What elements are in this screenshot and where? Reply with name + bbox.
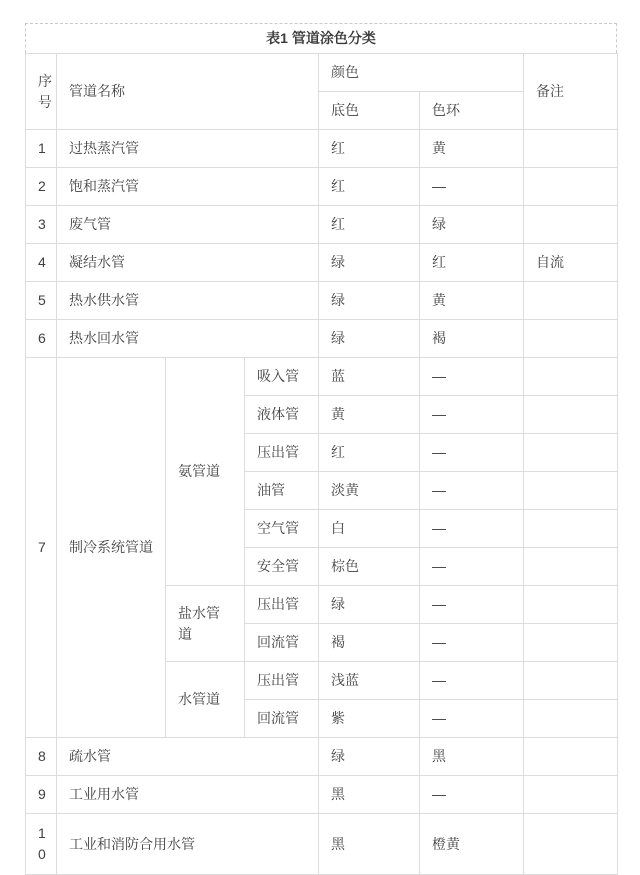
remark-cell <box>524 358 618 396</box>
ring-color-cell: — <box>420 586 524 624</box>
ring-color-cell: 橙黄 <box>420 814 524 875</box>
no-cell: 7 <box>26 358 57 738</box>
no-cell: 9 <box>26 776 57 814</box>
header-name: 管道名称 <box>57 54 319 130</box>
ring-color-cell: 黑 <box>420 738 524 776</box>
table-row <box>26 776 618 814</box>
remark-cell <box>524 776 618 814</box>
base-color-cell: 浅蓝 <box>319 662 420 700</box>
header-color-ring: 色环 <box>420 92 524 130</box>
table-row <box>26 738 618 776</box>
ring-color-cell: — <box>420 434 524 472</box>
table-title: 表1 管道涂色分类 <box>25 23 617 53</box>
ring-color-cell: — <box>420 624 524 662</box>
subpipe-cell: 压出管 <box>245 586 319 624</box>
remark-cell <box>524 586 618 624</box>
name-cell: 工业用水管 <box>57 776 319 814</box>
table-row <box>26 320 618 358</box>
base-color-cell: 褐 <box>319 624 420 662</box>
base-color-cell: 绿 <box>319 244 420 282</box>
table-row <box>26 282 618 320</box>
subpipe-cell: 液体管 <box>245 396 319 434</box>
remark-cell <box>524 282 618 320</box>
base-color-cell: 绿 <box>319 586 420 624</box>
remark-cell <box>524 738 618 776</box>
base-color-cell: 红 <box>319 434 420 472</box>
base-color-cell: 红 <box>319 206 420 244</box>
table-row <box>26 206 618 244</box>
name-cell: 工业和消防合用水管 <box>57 814 319 875</box>
name-cell: 过热蒸汽管 <box>57 130 319 168</box>
table-row-7-sub <box>26 358 618 396</box>
ring-color-cell: — <box>420 662 524 700</box>
base-color-cell: 红 <box>319 168 420 206</box>
base-color-cell: 绿 <box>319 738 420 776</box>
no-cell: 1 <box>26 130 57 168</box>
base-color-cell: 黄 <box>319 396 420 434</box>
group-cell: 水管道 <box>166 662 245 738</box>
name-cell: 凝结水管 <box>57 244 319 282</box>
header-no: 序号 <box>26 54 57 130</box>
subpipe-cell: 油管 <box>245 472 319 510</box>
ring-color-cell: — <box>420 510 524 548</box>
pipe-color-table <box>25 53 618 875</box>
subpipe-cell: 回流管 <box>245 624 319 662</box>
remark-cell <box>524 434 618 472</box>
base-color-cell: 绿 <box>319 320 420 358</box>
base-color-cell: 绿 <box>319 282 420 320</box>
no-cell: 10 <box>26 814 57 875</box>
ring-color-cell: 黄 <box>420 130 524 168</box>
ring-color-cell: — <box>420 472 524 510</box>
no-cell: 6 <box>26 320 57 358</box>
base-color-cell: 红 <box>319 130 420 168</box>
no-cell: 3 <box>26 206 57 244</box>
remark-cell <box>524 320 618 358</box>
table-row <box>26 168 618 206</box>
no-cell: 4 <box>26 244 57 282</box>
base-color-cell: 淡黄 <box>319 472 420 510</box>
base-color-cell: 白 <box>319 510 420 548</box>
header-base-color: 底色 <box>319 92 420 130</box>
remark-cell <box>524 624 618 662</box>
remark-cell <box>524 396 618 434</box>
remark-cell: 自流 <box>524 244 618 282</box>
subpipe-cell: 压出管 <box>245 662 319 700</box>
base-color-cell: 黑 <box>319 814 420 875</box>
base-color-cell: 黑 <box>319 776 420 814</box>
base-color-cell: 棕色 <box>319 548 420 586</box>
table-row <box>26 244 618 282</box>
remark-cell <box>524 662 618 700</box>
remark-cell <box>524 700 618 738</box>
remark-cell <box>524 168 618 206</box>
base-color-cell: 蓝 <box>319 358 420 396</box>
ring-color-cell: — <box>420 168 524 206</box>
name-cell: 废气管 <box>57 206 319 244</box>
remark-cell <box>524 472 618 510</box>
remark-cell <box>524 548 618 586</box>
table-row <box>26 130 618 168</box>
base-color-cell: 紫 <box>319 700 420 738</box>
ring-color-cell: 绿 <box>420 206 524 244</box>
subpipe-cell: 压出管 <box>245 434 319 472</box>
group-cell: 盐水管道 <box>166 586 245 662</box>
ring-color-cell: — <box>420 548 524 586</box>
subpipe-cell: 吸入管 <box>245 358 319 396</box>
no-cell: 5 <box>26 282 57 320</box>
remark-cell <box>524 510 618 548</box>
ring-color-cell: 黄 <box>420 282 524 320</box>
ring-color-cell: — <box>420 358 524 396</box>
ring-color-cell: — <box>420 776 524 814</box>
table-sheet <box>25 23 617 875</box>
remark-cell <box>524 814 618 875</box>
no-cell: 2 <box>26 168 57 206</box>
ring-color-cell: 褐 <box>420 320 524 358</box>
subpipe-cell: 空气管 <box>245 510 319 548</box>
ring-color-cell: 红 <box>420 244 524 282</box>
name-cell: 热水回水管 <box>57 320 319 358</box>
remark-cell <box>524 130 618 168</box>
table-row <box>26 814 618 875</box>
ring-color-cell: — <box>420 700 524 738</box>
header-remark: 备注 <box>524 54 618 130</box>
no-cell: 8 <box>26 738 57 776</box>
ring-color-cell: — <box>420 396 524 434</box>
group-cell: 氨管道 <box>166 358 245 586</box>
subpipe-cell: 回流管 <box>245 700 319 738</box>
header-row-1 <box>26 54 618 92</box>
subpipe-cell: 安全管 <box>245 548 319 586</box>
name-cell: 疏水管 <box>57 738 319 776</box>
header-color: 颜色 <box>319 54 524 92</box>
remark-cell <box>524 206 618 244</box>
name-cell: 制冷系统管道 <box>57 358 166 738</box>
name-cell: 热水供水管 <box>57 282 319 320</box>
name-cell: 饱和蒸汽管 <box>57 168 319 206</box>
